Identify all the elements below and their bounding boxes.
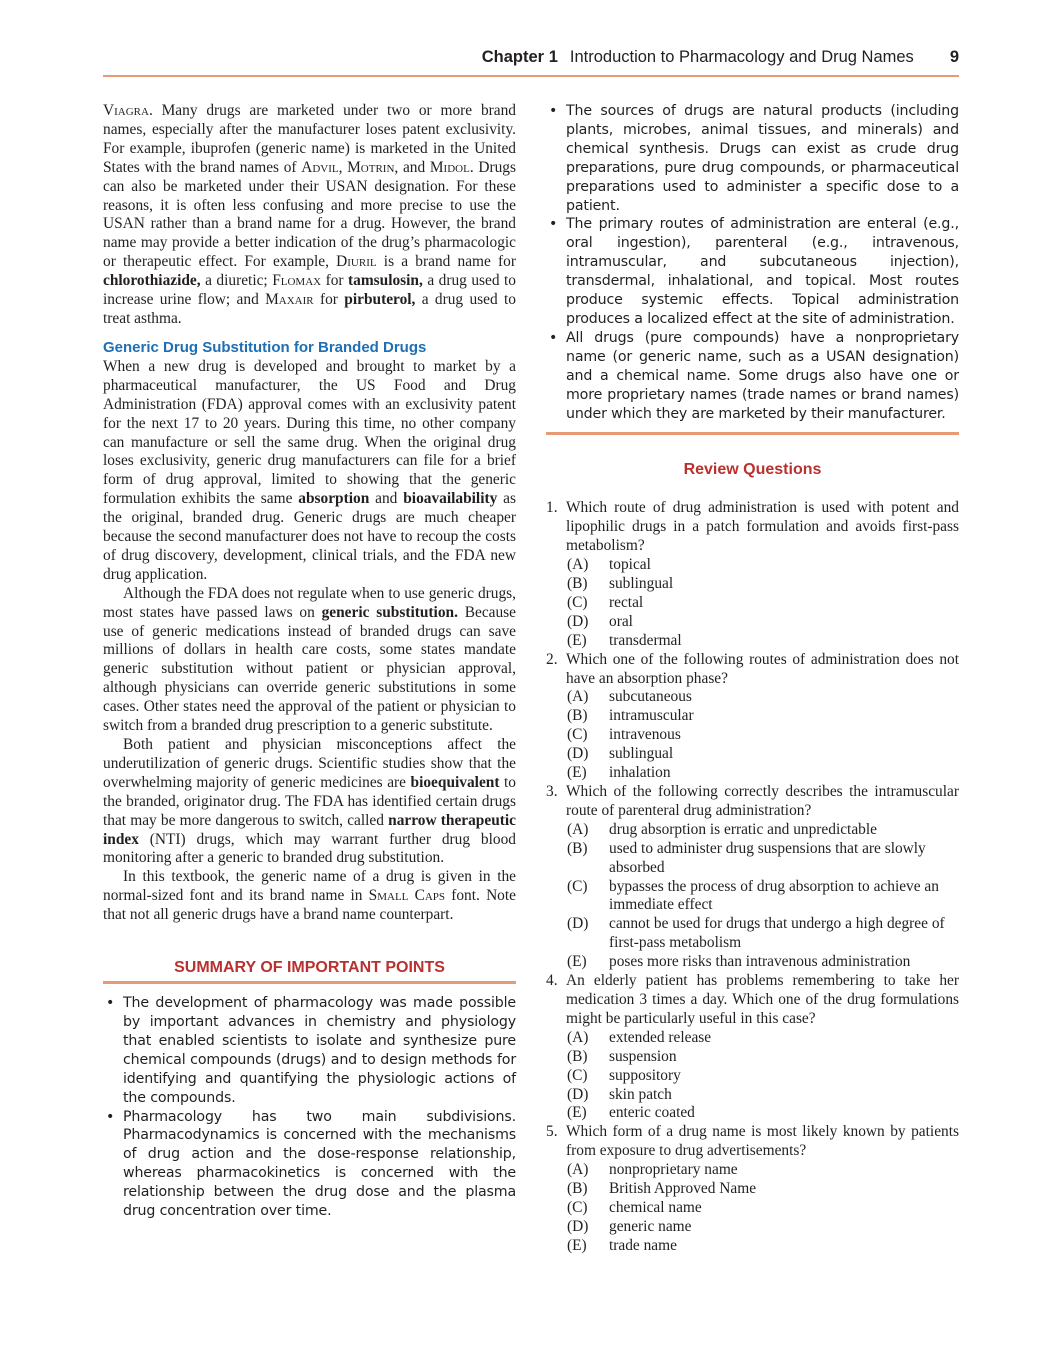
- answer-option: [546, 1237, 959, 1256]
- chapter-title: Introduction to Pharmacology and Drug Names: [569, 48, 914, 66]
- text-run: In this textbook, the generic name of a drug is given in the normal-sized font and its brand name in: [103, 868, 516, 905]
- question-number: 1.: [546, 499, 558, 517]
- review-question: [546, 651, 959, 783]
- answer-option: [546, 726, 959, 745]
- header-rule: [103, 75, 959, 77]
- text-run: a drug used to treat asthma.: [103, 291, 516, 327]
- summary-point: • Pharmacology has two main subdivisions. Pharmacodynamics is concerned with the mechanisms of drug action and the dose-response relationship, whereas pharmacokinetics is concerned with the relationship between the drug dose and the plasma drug concentration over time.: [103, 1108, 516, 1221]
- option-text: inhalation: [609, 764, 671, 782]
- question-text: Which one of the following routes of administration does not have an absorption phase?: [566, 650, 959, 687]
- text-run: . Drugs can also be marketed under their USAN designation. For these reasons, it is often less confusing and more precise to use the USAN rather than a brand name for a drug. However, the brand name may provide a better indication of the drug’s pharmacologic or therapeutic effect. For example,: [103, 158, 516, 271]
- option-text: skin patch: [609, 1085, 672, 1103]
- answer-option: [546, 575, 959, 594]
- summary-point: • The sources of drugs are natural products (including plants, microbes, animal tissues, and minerals) and chemical synthesis. Drugs can exist as crude drug preparations, pure drug compounds, or pharmaceutical preparations used to administer a specific dose to a patient.: [546, 102, 959, 215]
- answer-option: [546, 1067, 959, 1086]
- option-text: transdermal: [609, 631, 682, 649]
- question-number: 5.: [546, 1123, 558, 1141]
- review-questions-title: Review Questions: [683, 461, 822, 479]
- brand-name: Viagra: [103, 102, 149, 119]
- bold-term: bioavailability: [403, 490, 498, 508]
- text-run: a drug used to increase urine flow; and: [103, 272, 516, 309]
- option-letter: (D): [567, 1217, 589, 1235]
- option-letter: (B): [567, 707, 588, 725]
- question-number: 4.: [546, 972, 558, 990]
- review-question: [546, 499, 959, 650]
- brand-name: Diuril: [336, 253, 377, 271]
- answer-option: [546, 764, 959, 783]
- summary-points-list: [103, 994, 516, 1221]
- review-question: [546, 783, 959, 972]
- summary-point: • The development of pharmacology was made possible by important advances in chemistry and physiology that enabled scientists to isolate and synthesize pure chemical compounds (drugs) and to design methods for identifying and quantifying the physiologic actions of the compounds.: [103, 994, 516, 1107]
- bold-term: bioequivalent: [410, 773, 500, 791]
- question-stem: [546, 1123, 959, 1161]
- question-number: 3.: [546, 783, 558, 800]
- summary-point: • The primary routes of administration are enteral (e.g., oral ingestion), parenteral (e.g., intravenous, intramuscular, and subcutaneous injection), transdermal, inhalational, and topical. Most routes produce systemic effects. Topical administration produces a localized effect at the site of administration.: [546, 215, 959, 328]
- text-run: for: [313, 291, 345, 309]
- brand-name: Motrin: [347, 158, 395, 176]
- option-text: suspension: [609, 1047, 677, 1065]
- running-header: [103, 48, 959, 76]
- summary-point: • All drugs (pure compounds) have a nonproprietary name (or generic name, such as a USAN designation) and a chemical name. Some drugs also have one or more proprietary names (trade names or brand names) under which they are marketed by their manufacturer.: [546, 329, 959, 424]
- answer-option: [546, 707, 959, 726]
- option-text: British Approved Name: [609, 1180, 757, 1198]
- brand-name: Flomax: [272, 272, 322, 290]
- text-run: When a new drug is developed and brought to market by a pharmaceutical manufacturer, the US Food and Drug Administration (FDA) approval comes with an exclusivity patent for the next 17 to 20 years. During this time, no other company can manufacture or sell the same drug. When the original drug loses exclusivity, generic drug manufacturers can file for a brief form of drug approval, limited to showing that the generic formulation exhibits the same: [103, 357, 516, 508]
- option-text: poses more risks than intravenous administration: [609, 953, 911, 971]
- body-paragraph: [103, 736, 516, 868]
- answer-option: [546, 821, 959, 840]
- answer-option: [546, 1180, 959, 1199]
- brand-name: Midol: [429, 158, 470, 176]
- option-text: intramuscular: [609, 707, 694, 725]
- option-letter: (C): [567, 726, 588, 744]
- question-number: 2.: [546, 650, 558, 668]
- brand-name: Small Caps: [368, 887, 446, 905]
- answer-option: [546, 594, 959, 613]
- option-text: topical: [609, 556, 651, 574]
- question-stem: [546, 972, 959, 1029]
- summary-points-list-continued: [546, 102, 959, 423]
- option-letter: (D): [567, 745, 589, 763]
- text-run: is a brand name for: [376, 253, 517, 271]
- question-text: Which form of a drug name is most likely known by patients from exposure to drug advertisements?: [566, 1123, 959, 1160]
- answer-option: [546, 878, 959, 916]
- chapter-label: Chapter 1: [481, 48, 558, 66]
- page-number: 9: [949, 48, 959, 66]
- option-letter: (C): [567, 1066, 588, 1084]
- answer-option: [546, 556, 959, 575]
- text-run: and: [369, 490, 404, 508]
- option-text: bypasses the process of drug absorption to achieve an immediate effect: [609, 877, 939, 914]
- answer-option: [546, 632, 959, 651]
- option-text: oral: [609, 612, 633, 630]
- option-text: chemical name: [609, 1198, 702, 1216]
- body-paragraph: [103, 585, 516, 736]
- option-letter: (D): [567, 915, 589, 933]
- text-run: (NTI) drugs, which may warrant further drug blood monitoring after a generic to branded drug substitution.: [103, 830, 516, 867]
- option-letter: (B): [567, 1047, 588, 1065]
- answer-option: [546, 840, 959, 878]
- question-text: Which route of drug administration is used with potent and lipophilic drugs in a patch formulation and avoids first-pass metabolism?: [566, 499, 959, 555]
- answer-option: [546, 745, 959, 764]
- bold-term: chlorothiazide,: [103, 272, 201, 290]
- option-letter: (D): [567, 1085, 589, 1103]
- option-text: drug absorption is erratic and unpredictable: [609, 820, 877, 838]
- option-text: intravenous: [609, 726, 681, 744]
- option-letter: (C): [567, 593, 588, 611]
- question-text: Which of the following correctly describes the intramuscular route of parenteral drug administration?: [566, 783, 959, 819]
- review-question: [546, 1123, 959, 1255]
- text-run: Both patient and physician misconceptions affect the underutilization of generic drugs. Scientific studies show that the overwhelming majority of generic medicines are: [103, 736, 516, 791]
- option-text: cannot be used for drugs that undergo a high degree of first-pass metabolism: [609, 915, 945, 952]
- text-run: Because use of generic medications instead of branded drugs can save millions of dollars in health care costs, some states mandate generic substitution without patient or physician approval, although physicians can override generic substitutions in some cases. Other states need the approval of the patient or physician to switch from a branded drug prescription to a generic substitute.: [103, 603, 517, 735]
- right-column: [546, 102, 959, 1256]
- answer-option: [546, 915, 959, 953]
- answer-option: [546, 1199, 959, 1218]
- answer-option: [546, 953, 959, 972]
- question-stem: [546, 499, 959, 556]
- option-text: suppository: [609, 1066, 681, 1084]
- bold-term: absorption: [298, 490, 370, 508]
- option-text: sublingual: [609, 575, 674, 593]
- bold-term: generic substitution.: [321, 603, 458, 621]
- bold-term: pirbuterol,: [344, 291, 416, 309]
- review-question: [546, 972, 959, 1123]
- left-column: [103, 102, 516, 1221]
- body-paragraph: [103, 868, 516, 925]
- option-letter: (B): [567, 575, 588, 593]
- summary-title: SUMMARY OF IMPORTANT POINTS: [174, 959, 445, 977]
- text-run: , and: [394, 158, 430, 176]
- answer-option: [546, 1048, 959, 1067]
- brand-name: Advil: [301, 158, 339, 176]
- option-letter: (E): [567, 1104, 587, 1122]
- option-letter: (E): [567, 1236, 587, 1254]
- option-text: used to administer drug suspensions that are slowly absorbed: [609, 839, 926, 876]
- answer-option: [546, 1104, 959, 1123]
- generic-substitution-body: [103, 358, 516, 925]
- option-letter: (A): [567, 1161, 589, 1179]
- answer-option: [546, 1218, 959, 1237]
- question-stem: [546, 651, 959, 689]
- text-run: as the original, branded drug. Generic drugs are much cheaper because the second manufacturer does not have to recoup the costs of drug discovery, development, clinical trials, and the FDA new drug application.: [103, 490, 516, 583]
- answer-option: [546, 1029, 959, 1048]
- question-stem: [546, 783, 959, 821]
- option-letter: (C): [567, 877, 588, 895]
- bold-term: narrow therapeutic index: [103, 811, 516, 848]
- text-run: . Many drugs are marketed under two or more brand names, especially after the manufacturer loses patent exclusivity. For example, ibuprofen (generic name) is marketed in the United States with the brand names of: [103, 102, 516, 176]
- brand-name: Maxair: [265, 291, 314, 309]
- answer-option: [546, 688, 959, 707]
- option-text: sublingual: [609, 745, 674, 763]
- option-text: generic name: [609, 1217, 692, 1235]
- answer-option: [546, 613, 959, 632]
- text-run: to the branded, originator drug. The FDA has identified certain drugs that may be more dangerous to switch, called: [103, 773, 516, 829]
- text-run: ,: [338, 158, 348, 176]
- option-text: enteric coated: [609, 1104, 695, 1122]
- option-text: extended release: [609, 1028, 712, 1046]
- option-letter: (B): [567, 1180, 588, 1198]
- review-questions-list: [546, 499, 959, 1255]
- option-letter: (D): [567, 612, 589, 630]
- option-text: nonproprietary name: [609, 1161, 738, 1179]
- text-run: a diuretic;: [200, 272, 273, 290]
- text-run: font. Note that not all generic drugs have a brand name counterpart.: [103, 887, 516, 924]
- answer-option: [546, 1161, 959, 1180]
- option-letter: (A): [567, 820, 589, 838]
- option-text: subcutaneous: [609, 688, 692, 706]
- text-run: Although the FDA does not regulate when to use generic drugs, most states have passed laws on: [103, 584, 516, 621]
- option-letter: (A): [567, 556, 589, 574]
- option-text: rectal: [609, 593, 644, 611]
- text-run: for: [321, 272, 348, 290]
- option-letter: (A): [567, 688, 589, 706]
- option-text: trade name: [609, 1236, 677, 1254]
- option-letter: (B): [567, 839, 588, 857]
- option-letter: (A): [567, 1028, 589, 1046]
- generic-substitution-heading: Generic Drug Substitution for Branded Drugs: [103, 338, 427, 356]
- option-letter: (E): [567, 764, 587, 782]
- question-text: An elderly patient has problems remembering to take her medication 3 times a day. Which one of the drug formulations might be particularly useful in this case?: [566, 972, 959, 1027]
- bold-term: tamsulosin,: [348, 272, 423, 290]
- body-paragraph: [103, 358, 516, 585]
- intro-paragraph: [103, 102, 516, 329]
- option-letter: (E): [567, 953, 587, 971]
- option-letter: (E): [567, 631, 587, 649]
- answer-option: [546, 1086, 959, 1105]
- option-letter: (C): [567, 1198, 588, 1216]
